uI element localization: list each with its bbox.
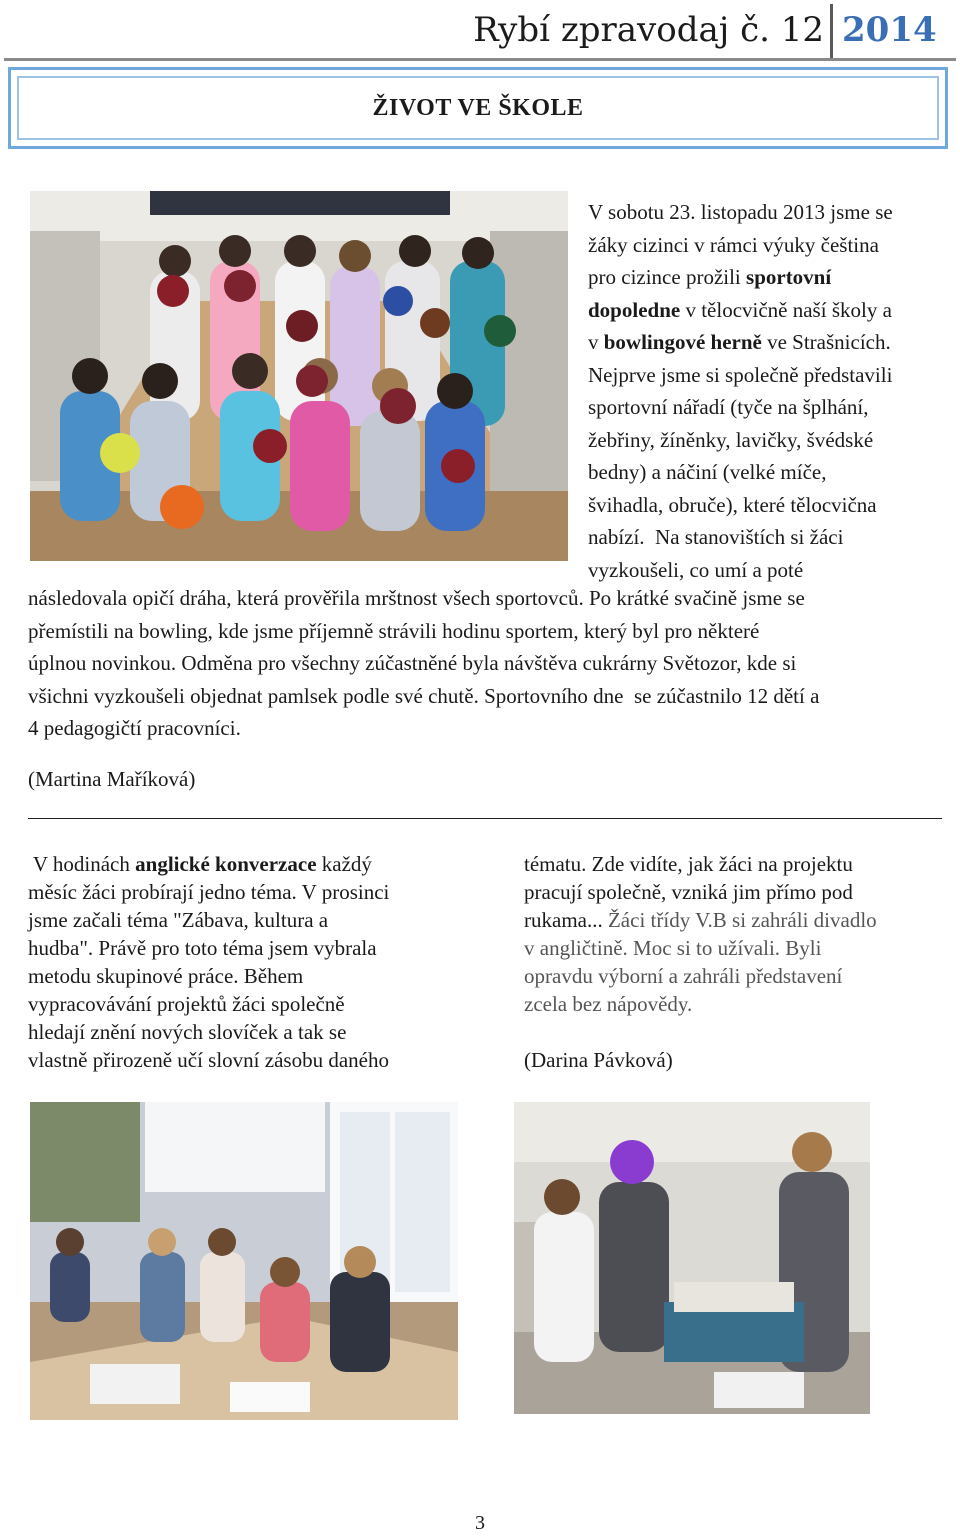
text-run: zcela bez nápovědy.	[524, 992, 693, 1016]
page-number: 3	[475, 1512, 485, 1534]
article2-line	[28, 1018, 488, 1046]
article2-line	[28, 934, 488, 962]
text-run: měsíc žáci probírají jedno téma. V prosinci	[28, 880, 390, 904]
article1-line	[588, 424, 956, 457]
text-run: každý	[316, 852, 372, 876]
header-rule	[4, 58, 956, 61]
text-run: švihadla, obruče), které tělocvična	[588, 492, 877, 517]
article2-line	[28, 990, 488, 1018]
article2-line	[28, 878, 488, 906]
text-run: tématu. Zde vidíte, jak žáci na projektu	[524, 852, 853, 876]
text-run: vypracovávání projektů žáci společně	[28, 992, 345, 1016]
article2-right-column	[524, 850, 954, 1074]
article1-author: (Martina Maříková)	[28, 767, 196, 791]
text-run: Žáci třídy V.B si zahráli divadlo	[607, 908, 877, 932]
text-run: hledají znění nových slovíček a tak se	[28, 1020, 347, 1044]
classroom-groupwork-photo	[30, 1102, 458, 1420]
article2-left-column	[28, 850, 488, 1074]
article1-line: všichni vyzkoušeli objednat pamlsek podle své chutě. Sportovního dne se zúčastnilo 12 dětí a	[28, 683, 820, 708]
article2-line	[524, 934, 954, 962]
text-run: nabízí. Na stanovištích si žáci	[588, 525, 844, 549]
english-theatre-photo	[514, 1102, 870, 1414]
text-run: žáky cizinci v rámci výuky čeština	[588, 232, 879, 257]
article1-line	[588, 456, 956, 489]
header-separator	[830, 4, 833, 60]
article1-line	[588, 391, 956, 424]
text-run: pro cizince prožili	[588, 265, 747, 289]
article2-line	[524, 850, 954, 878]
article2-author: (Darina Pávková)	[524, 1048, 673, 1072]
text-run: vlastně přirozeně učí slovní zásobu daného	[28, 1048, 389, 1072]
section-title: ŽIVOT VE ŠKOLE	[372, 94, 584, 121]
article1-line	[588, 261, 956, 294]
bowling-group-photo	[30, 191, 568, 561]
article-divider	[28, 818, 942, 819]
spacer	[524, 1018, 954, 1046]
article1-line	[588, 521, 956, 554]
text-run: hudba". Právě pro toto téma jsem vybrala	[28, 936, 377, 960]
article1-line	[588, 326, 956, 359]
text-run: pracují společně, vzniká jim přímo pod	[524, 880, 853, 904]
article2-line	[28, 1046, 488, 1074]
text-run: v tělocvičně naší školy a	[680, 297, 892, 322]
text-run: opravdu výborní a zahráli představení	[524, 964, 843, 988]
text-run: rukama...	[524, 908, 608, 932]
article2-line	[28, 962, 488, 990]
bold-term: anglické konverzace	[135, 852, 317, 876]
text-run: metodu skupinové práce. Během	[28, 964, 304, 988]
article1-line	[588, 359, 956, 392]
text-run: Nejprve jsme si společně představili	[588, 362, 893, 387]
article2-line	[524, 906, 954, 934]
text-run: sportovní nářadí (tyče na šplhání,	[588, 395, 869, 419]
bold-term: dopoledne	[588, 297, 681, 322]
article2-line	[524, 990, 954, 1018]
text-run: v	[588, 330, 604, 354]
article1-wrap-text	[588, 196, 956, 586]
newsletter-title: Rybí zpravodaj č. 12	[473, 10, 824, 50]
bold-term: bowlingové herně	[603, 330, 762, 354]
article1-line: 4 pedagogičtí pracovníci.	[28, 716, 241, 740]
text-run: vyzkoušeli, co umí a poté	[588, 557, 804, 582]
article2-line	[524, 962, 954, 990]
article2-line	[28, 906, 488, 934]
section-banner	[8, 67, 948, 149]
article1-line: úplnou novinkou. Odměna pro všechny zúčastněné byla návštěva cukrárny Světozor, kde si	[28, 651, 797, 675]
article1-line	[588, 196, 956, 229]
text-run: V sobotu 23. listopadu 2013 jsme se	[588, 200, 893, 224]
article2-line	[28, 850, 488, 878]
text-run: v angličtině. Moc si to užívali. Byli	[524, 936, 822, 960]
article2-line	[524, 878, 954, 906]
article1-line: přemístili na bowling, kde jsme příjemně strávili hodinu sportem, který byl pro některé	[28, 618, 760, 643]
newsletter-year: 2014	[842, 10, 937, 50]
article1-line	[588, 229, 956, 262]
text-run: žebřiny, žíněnky, lavičky, švédské	[588, 427, 874, 452]
article1-line: následovala opičí dráha, která prověřila mrštnost všech sportovců. Po krátké svačině jsme se	[28, 586, 805, 610]
bold-term: sportovní	[746, 265, 832, 289]
section-banner-inner	[17, 76, 939, 140]
article1-line	[588, 294, 956, 327]
article1-body	[28, 582, 958, 745]
article1-line	[588, 489, 956, 522]
text-run: jsme začali téma "Zábava, kultura a	[28, 908, 329, 932]
text-run: V hodinách	[28, 852, 136, 876]
text-run: ve Strašnicích.	[761, 330, 891, 354]
text-run: bedny) a náčiní (velké míče,	[588, 460, 827, 484]
